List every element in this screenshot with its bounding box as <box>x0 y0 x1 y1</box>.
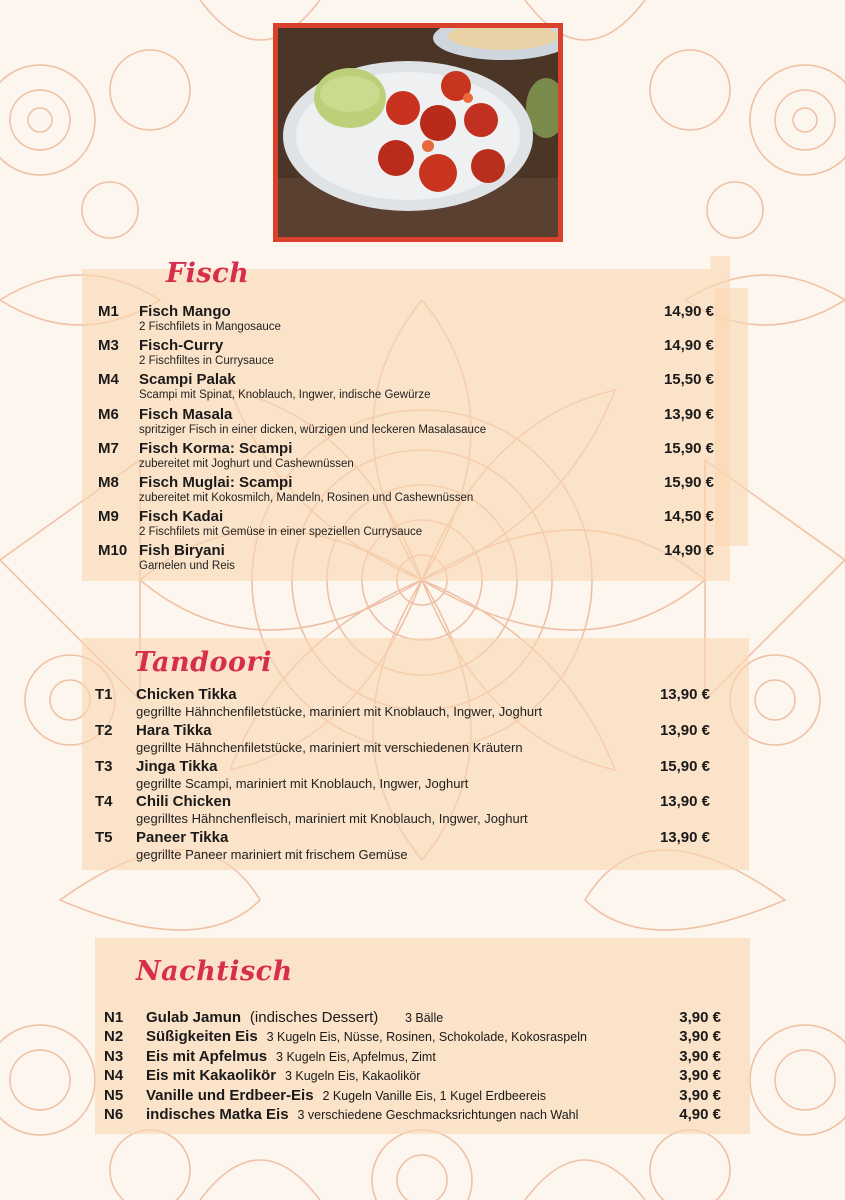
fisch-panel-edge <box>715 288 748 546</box>
fisch-item-code: M9 <box>98 508 119 526</box>
tandoori-item-desc: gegrillte Hähnchenfiletstücke, mariniert mit verschiedenen Kräutern <box>136 739 523 755</box>
tandoori-item-name: Chili Chicken <box>136 793 232 811</box>
nachtisch-item-code: N4 <box>104 1067 124 1085</box>
fisch-item-code: M1 <box>98 303 119 320</box>
nachtisch-item-desc: 3 Kugeln Eis, Apfelmus, Zimt <box>276 1049 436 1064</box>
nachtisch-item-price: 3,90 € <box>679 1067 721 1085</box>
fisch-item-code: M10 <box>98 542 128 560</box>
tandoori-item-code: T1 <box>95 686 113 703</box>
fisch-item-name: Fisch Mango <box>139 303 231 320</box>
fisch-item-desc: 2 Fischfiltes in Currysauce <box>139 355 274 368</box>
nachtisch-item-code: N2 <box>104 1028 124 1046</box>
fisch-item-price: 14,90 € <box>663 337 714 355</box>
fisch-item-code: M3 <box>98 337 119 355</box>
tandoori-dish-photo-icon <box>278 28 558 237</box>
tandoori-item-code: T2 <box>95 721 113 739</box>
nachtisch-item-name: Gulab Jamun <box>146 1009 242 1026</box>
nachtisch-item-line <box>146 1106 578 1124</box>
nachtisch-item-code: N6 <box>104 1106 124 1123</box>
tandoori-item-price: 13,90 € <box>659 686 710 703</box>
fisch-item-name: Fisch Muglai: Scampi <box>139 474 293 491</box>
nachtisch-item-line <box>146 1048 436 1066</box>
fisch-item-code: M7 <box>98 439 119 457</box>
nachtisch-item-code: N1 <box>104 1009 124 1026</box>
tandoori-item-code: T4 <box>95 793 113 811</box>
fisch-item-desc: 2 Fischfilets mit Gemüse in einer speziellen Currysauce <box>139 526 423 539</box>
tandoori-item-price: 13,90 € <box>659 793 710 811</box>
tandoori-item-code: T3 <box>95 757 113 775</box>
nachtisch-row <box>0 1009 845 1028</box>
fisch-item-name: Fisch Kadai <box>139 508 224 526</box>
tandoori-item-name: Paneer Tikka <box>136 829 229 847</box>
tandoori-title: Tandoori <box>134 647 273 678</box>
tandoori-item-name: Chicken Tikka <box>136 686 237 703</box>
tandoori-item-name: Hara Tikka <box>136 721 212 739</box>
fisch-item-code: M4 <box>98 371 119 389</box>
nachtisch-item-name: Eis mit Apfelmus <box>146 1047 268 1065</box>
fisch-item-name: Fisch Korma: Scampi <box>139 439 293 457</box>
nachtisch-row <box>0 1087 845 1106</box>
fisch-title: Fisch <box>166 258 250 289</box>
fisch-item-price: 15,50 € <box>663 371 714 389</box>
nachtisch-item-code: N3 <box>104 1047 124 1065</box>
nachtisch-row <box>0 1028 845 1047</box>
food-photo-frame <box>273 23 563 242</box>
tandoori-item-code: T5 <box>95 829 113 847</box>
fisch-item-name: Fisch Masala <box>139 405 233 423</box>
fisch-item-desc: Scampi mit Spinat, Knoblauch, Ingwer, indische Gewürze <box>139 389 431 402</box>
tandoori-item-price: 13,90 € <box>659 721 710 739</box>
nachtisch-item-code: N5 <box>104 1086 124 1104</box>
tandoori-item-desc: gegrillte Paneer mariniert mit frischem Gemüse <box>136 847 408 863</box>
nachtisch-item-name: Süßigkeiten Eis <box>146 1028 258 1046</box>
nachtisch-item-paren: (indisches Dessert) <box>249 1009 379 1026</box>
nachtisch-item-price: 3,90 € <box>679 1086 721 1104</box>
nachtisch-row <box>0 1067 845 1086</box>
nachtisch-item-price: 3,90 € <box>679 1009 721 1026</box>
fisch-item-price: 15,90 € <box>663 439 714 457</box>
tandoori-item-price: 15,90 € <box>659 757 710 775</box>
tandoori-item-desc: gegrillte Scampi, mariniert mit Knoblauch, Ingwer, Joghurt <box>136 775 469 791</box>
tandoori-item-desc: gegrillte Hähnchenfiletstücke, mariniert mit Knoblauch, Ingwer, Joghurt <box>136 704 543 719</box>
fisch-item-name: Fish Biryani <box>139 542 225 560</box>
nachtisch-row <box>0 1048 845 1067</box>
tandoori-item-price: 13,90 € <box>659 829 710 847</box>
nachtisch-item-price: 3,90 € <box>679 1028 721 1046</box>
nachtisch-item-name: Vanille und Erdbeer-Eis <box>146 1086 314 1104</box>
nachtisch-item-desc: 3 Kugeln Eis, Nüsse, Rosinen, Schokolade, Kokosraspeln <box>266 1030 587 1045</box>
nachtisch-item-desc: 3 Bälle <box>404 1011 444 1025</box>
fisch-item-code: M6 <box>98 405 119 423</box>
nachtisch-item-desc: 3 verschiedene Geschmacksrichtungen nach Wahl <box>297 1108 579 1122</box>
fisch-item-price: 14,90 € <box>663 303 714 320</box>
fisch-item-desc: Garnelen und Reis <box>139 560 235 573</box>
fisch-item-desc: zubereitet mit Joghurt und Cashewnüssen <box>139 457 354 470</box>
tandoori-item-desc: gegrilltes Hähnchenfleisch, mariniert mit Knoblauch, Ingwer, Joghurt <box>136 811 528 827</box>
nachtisch-item-line <box>146 1087 546 1105</box>
fisch-item-name: Fisch-Curry <box>139 337 224 355</box>
fisch-item-desc: 2 Fischfilets in Mangosauce <box>139 321 281 333</box>
nachtisch-item-price: 3,90 € <box>679 1047 721 1065</box>
nachtisch-item-line <box>146 1067 420 1085</box>
fisch-item-price: 14,90 € <box>663 542 714 560</box>
nachtisch-item-desc: 3 Kugeln Eis, Kakaolikör <box>284 1069 421 1084</box>
fisch-item-desc: spritziger Fisch in einer dicken, würzigen und leckeren Masalasauce <box>139 423 487 436</box>
fisch-item-price: 14,50 € <box>663 508 714 526</box>
fisch-item-name: Scampi Palak <box>139 371 236 389</box>
nachtisch-item-desc: 2 Kugeln Vanille Eis, 1 Kugel Erdbeereis <box>322 1088 546 1103</box>
nachtisch-title: Nachtisch <box>136 956 293 987</box>
tandoori-item-name: Jinga Tikka <box>136 757 218 775</box>
fisch-item-price: 13,90 € <box>663 405 714 423</box>
nachtisch-item-line <box>146 1009 443 1027</box>
fisch-item-code: M8 <box>98 474 119 491</box>
fisch-item-price: 15,90 € <box>663 474 714 491</box>
nachtisch-item-line <box>146 1028 587 1046</box>
fisch-item-desc: zubereitet mit Kokosmilch, Mandeln, Rosinen und Cashewnüssen <box>139 492 474 504</box>
nachtisch-item-price: 4,90 € <box>679 1106 721 1123</box>
nachtisch-row <box>0 1106 845 1125</box>
nachtisch-item-name: indisches Matka Eis <box>146 1106 289 1123</box>
nachtisch-item-name: Eis mit Kakaolikör <box>146 1067 277 1085</box>
